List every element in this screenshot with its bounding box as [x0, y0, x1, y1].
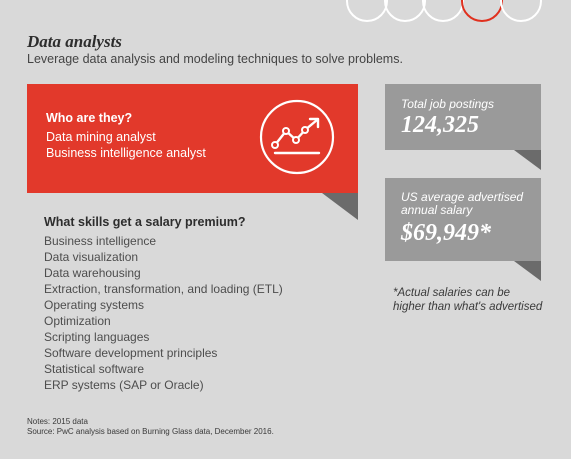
role-item: Business intelligence analyst: [46, 146, 206, 160]
skill-item: Scripting languages: [44, 330, 150, 344]
skill-item: Data visualization: [44, 250, 139, 264]
red-box-fold: [322, 193, 358, 220]
salary-note: *Actual salaries can be higher than what's advertised: [393, 287, 543, 313]
role-item: Data mining analyst: [46, 130, 156, 144]
footer-notes: Notes: 2015 data: [27, 417, 88, 426]
job-postings-value: 124,325: [401, 112, 479, 138]
postings-box-fold: [514, 150, 541, 170]
nav-circle-4-active[interactable]: [461, 0, 503, 22]
skill-item: Software development principles: [44, 346, 218, 360]
nav-circle-5[interactable]: [500, 0, 542, 22]
skill-item: Optimization: [44, 314, 111, 328]
skill-item: Statistical software: [44, 362, 145, 376]
salary-label-line2: annual salary: [401, 203, 473, 217]
skill-item: ERP systems (SAP or Oracle): [44, 378, 204, 392]
skills-heading: What skills get a salary premium?: [44, 215, 246, 229]
page-title: Data analysts: [27, 32, 122, 51]
trending-chart-icon: [258, 98, 336, 176]
skill-item: Extraction, transformation, and loading (ETL): [44, 282, 283, 296]
salary-value: $69,949*: [401, 220, 491, 246]
nav-circle-3[interactable]: [422, 0, 464, 22]
page-subtitle: Leverage data analysis and modeling techniques to solve problems.: [27, 52, 403, 66]
footer-source: Source: PwC analysis based on Burning Glass data, December 2016.: [27, 427, 274, 436]
salary-box: [385, 178, 541, 261]
job-postings-label: Total job postings: [401, 97, 494, 111]
skill-item: Business intelligence: [44, 234, 157, 248]
skill-item: Operating systems: [44, 298, 145, 312]
job-postings-box: [385, 84, 541, 150]
skill-item: Data warehousing: [44, 266, 141, 280]
who-are-they-box: [27, 84, 358, 193]
salary-box-fold: [514, 261, 541, 281]
who-question: Who are they?: [46, 111, 133, 125]
nav-circle-2[interactable]: [384, 0, 426, 22]
nav-circle-1[interactable]: [346, 0, 388, 22]
salary-label-line1: US average advertised: [401, 190, 524, 204]
